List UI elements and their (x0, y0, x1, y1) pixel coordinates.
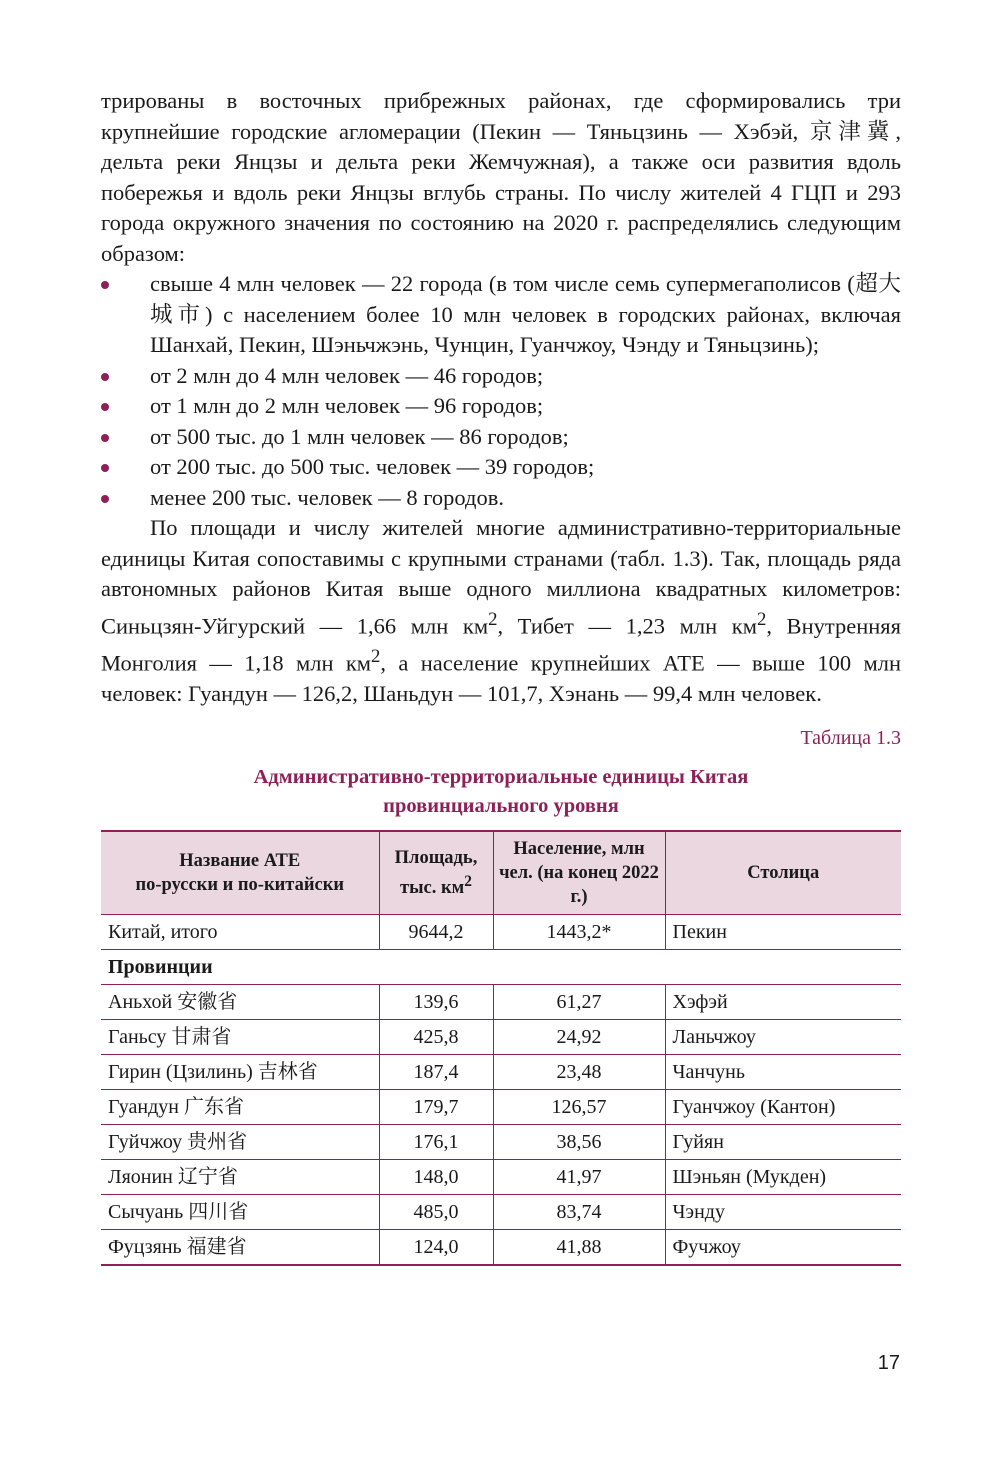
table-row-group (101, 950, 901, 985)
table-row (101, 1195, 901, 1230)
table-row (101, 1160, 901, 1195)
table-row (101, 985, 901, 1020)
header-name: Название АТЕ по-русски и по-китайски (101, 831, 379, 915)
ate-table (101, 830, 901, 1266)
cell-population: 1443,2* (493, 915, 665, 950)
cell-name: Гирин (Цзилинь) 吉林省 (101, 1055, 379, 1090)
cell-population: 38,56 (493, 1125, 665, 1160)
cell-population: 41,88 (493, 1230, 665, 1266)
cell-name: Гуйчжоу 贵州省 (101, 1125, 379, 1160)
bullet-icon (101, 434, 109, 442)
paragraph-continuation: трированы в восточных прибрежных районах, где сформировались три крупнейшие городские агломерации (Пекин — Тяньцзинь — Хэбэй, 京津冀, дельта реки Янцзы и дельта реки Жемчужная), а также оси развития вдоль побережья и вдоль реки Янцзы вглубь страны. По числу жителей 4 ГЦП и 293 города окружного значения по состоянию на 2020 г. распределялись следующим образом: (101, 88, 901, 266)
list-item: свыше 4 млн человек — 22 города (в том числе семь супермегаполисов (超大城市) с населением более 10 млн человек в городских районах, включая Шанхай, Пекин, Шэньчжэнь, Чунцин, Гуанчжоу, Чэнду и Тяньцзинь); (101, 269, 901, 361)
list-item: от 1 млн до 2 млн человек — 96 городов; (101, 391, 901, 422)
cell-area: 124,0 (379, 1230, 493, 1266)
cell-capital: Чанчунь (665, 1055, 901, 1090)
cell-population: 61,27 (493, 985, 665, 1020)
cell-capital: Пекин (665, 915, 901, 950)
cell-capital: Ланьчжоу (665, 1020, 901, 1055)
cell-population: 41,97 (493, 1160, 665, 1195)
cell-capital: Хэфэй (665, 985, 901, 1020)
cell-capital: Фучжоу (665, 1230, 901, 1266)
cell-name: Ляонин 辽宁省 (101, 1160, 379, 1195)
list-item: от 200 тыс. до 500 тыс. человек — 39 городов; (101, 452, 901, 483)
cell-name: Гуандун 广东省 (101, 1090, 379, 1125)
table-row (101, 1055, 901, 1090)
table-label: Таблица 1.3 (800, 727, 901, 749)
paragraph-area-population: По площади и числу жителей многие административно-территориальные единицы Китая сопоставимы с крупными странами (табл. 1.3). Так, площадь ряда автономных районов Китая выше одного миллиона квадратных километров: Синьцзян-Уйгурский — 1,66 млн $км^2$, Тибет — 1,23 млн $км^2$, Внутренняя Монголия — 1,18 млн $км^2$, а население крупнейших АТЕ — выше 100 млн человек: Гуандун — 126,2, Шаньдун — 101,7, Хэнань — 99,4 млн человек. (101, 515, 901, 706)
cell-capital: Гуйян (665, 1125, 901, 1160)
group-label: Провинции (101, 950, 901, 985)
table-header-row (101, 831, 901, 915)
city-size-list (101, 269, 901, 513)
bullet-icon (101, 281, 109, 289)
cell-population: 83,74 (493, 1195, 665, 1230)
header-area: Площадь, тыс. $км^2$ (379, 831, 493, 915)
cell-name: Фуцзянь 福建省 (101, 1230, 379, 1266)
cell-population: 126,57 (493, 1090, 665, 1125)
bullet-icon (101, 373, 109, 381)
cell-name: Сычуань 四川省 (101, 1195, 379, 1230)
cell-area: 139,6 (379, 985, 493, 1020)
cell-capital: Шэньян (Мукден) (665, 1160, 901, 1195)
table-title: Административно-территориальные единицы Китая провинциального уровня (253, 766, 749, 817)
cell-area: 485,0 (379, 1195, 493, 1230)
cell-population: 24,92 (493, 1020, 665, 1055)
header-capital: Столица (665, 831, 901, 915)
cell-name: Аньхой 安徽省 (101, 985, 379, 1020)
cell-area: 179,7 (379, 1090, 493, 1125)
cell-area: 425,8 (379, 1020, 493, 1055)
cell-population: 23,48 (493, 1055, 665, 1090)
page-content (101, 86, 901, 1266)
cell-area: 9644,2 (379, 915, 493, 950)
list-item: менее 200 тыс. человек — 8 городов. (101, 483, 901, 514)
cell-capital: Чэнду (665, 1195, 901, 1230)
bullet-icon (101, 464, 109, 472)
table-row-total (101, 915, 901, 950)
cell-name: Китай, итого (101, 915, 379, 950)
table-row (101, 1230, 901, 1266)
bullet-icon (101, 495, 109, 503)
list-item: от 2 млн до 4 млн человек — 46 городов; (101, 361, 901, 392)
page-number: 17 (877, 1352, 900, 1374)
cell-name: Ганьсу 甘肃省 (101, 1020, 379, 1055)
header-population: Население, млн чел. (на конец 2022 г.) (493, 831, 665, 915)
list-item: от 500 тыс. до 1 млн человек — 86 городов; (101, 422, 901, 453)
cell-area: 187,4 (379, 1055, 493, 1090)
cell-area: 176,1 (379, 1125, 493, 1160)
cell-area: 148,0 (379, 1160, 493, 1195)
table-row (101, 1020, 901, 1055)
bullet-icon (101, 403, 109, 411)
table-row (101, 1125, 901, 1160)
cell-capital: Гуанчжоу (Кантон) (665, 1090, 901, 1125)
table-row (101, 1090, 901, 1125)
